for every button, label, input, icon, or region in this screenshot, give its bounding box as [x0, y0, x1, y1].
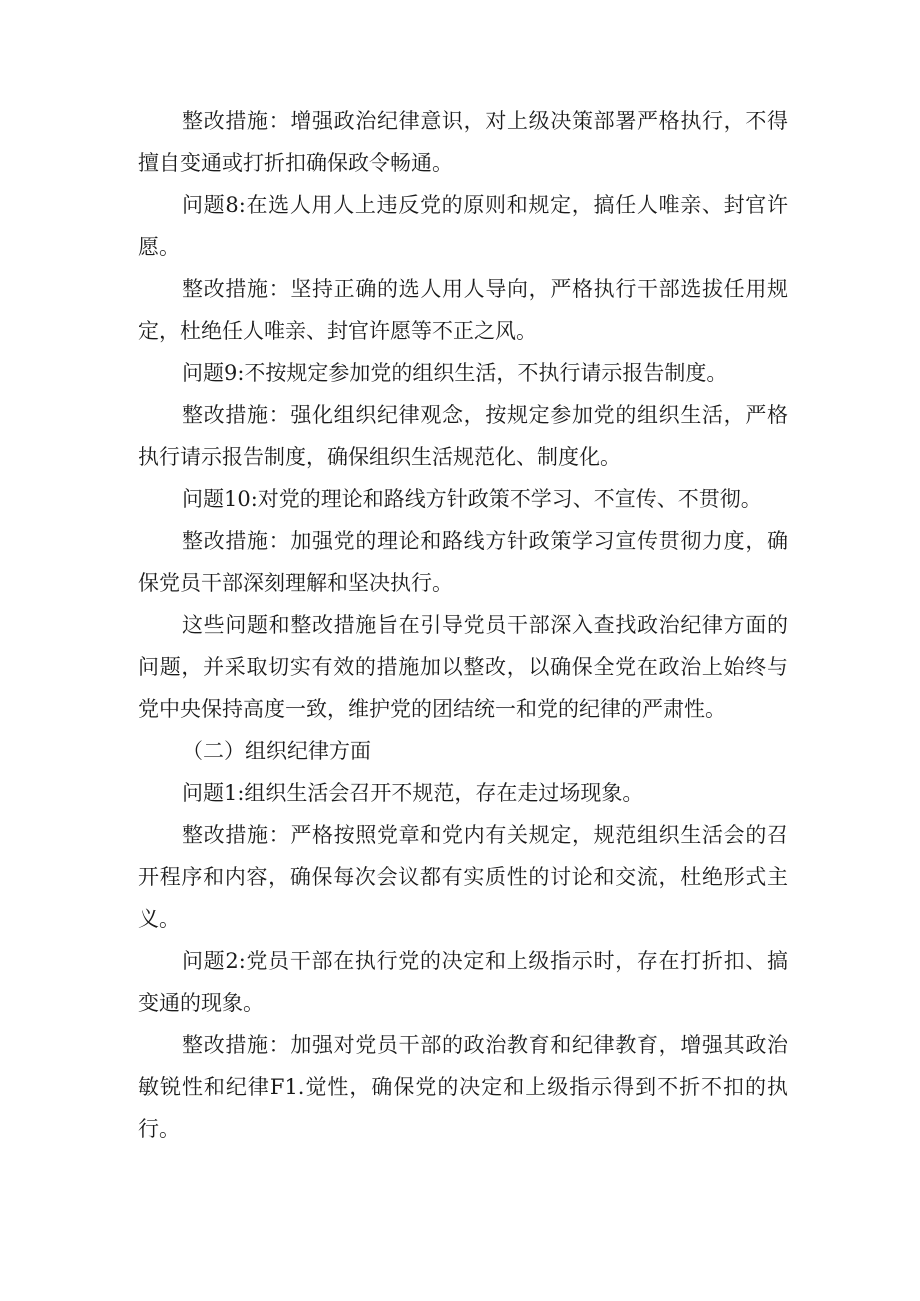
document-body: [138, 100, 788, 1150]
paragraph-org-issue-2: 问题2:党员干部在执行党的决定和上级指示时，存在打折扣、搞变通的现象。: [138, 949, 788, 1015]
paragraph-measure-political-1: 整改措施：增强政治纪律意识，对上级决策部署严格执行，不得擅自变通或打折扣确保政令畅通。: [138, 109, 788, 175]
paragraph-org-issue-1: 问题1:组织生活会召开不规范，存在走过场现象。: [182, 781, 644, 805]
paragraph-measure-issue-10: 整改措施：加强党的理论和路线方针政策学习宣传贯彻力度，确保党员干部深刻理解和坚决执行。: [138, 529, 788, 595]
paragraph-measure-issue-8: 整改措施：坚持正确的选人用人导向，严格执行干部选拔任用规定，杜绝任人唯亲、封官许愿等不正之风。: [138, 277, 788, 343]
paragraph-measure-issue-9: 整改措施：强化组织纪律观念，按规定参加党的组织生活，严格执行请示报告制度，确保组织生活规范化、制度化。: [138, 403, 788, 469]
paragraph-issue-9: 问题9:不按规定参加党的组织生活，不执行请示报告制度。: [182, 361, 728, 385]
paragraph-measure-org-issue-1: 整改措施：严格按照党章和党内有关规定，规范组织生活会的召开程序和内容，确保每次会议都有实质性的讨论和交流，杜绝形式主义。: [138, 823, 788, 931]
paragraph-issue-8: 问题8:在选人用人上违反党的原则和规定，搞任人唯亲、封官许愿。: [138, 193, 788, 259]
paragraph-issue-10: 问题10:对党的理论和路线方针政策不学习、不宣传、不贯彻。: [182, 487, 762, 511]
paragraph-summary: 这些问题和整改措施旨在引导党员干部深入查找政治纪律方面的问题，并采取切实有效的措施加以整改，以确保全党在政治上始终与党中央保持高度一致，维护党的团结统一和党的纪律的严肃性。: [138, 613, 788, 721]
section-heading-organizational-discipline: （二）组织纪律方面: [182, 739, 371, 763]
paragraph-measure-org-issue-2: 整改措施：加强对党员干部的政治教育和纪律教育，增强其政治敏锐性和纪律F1.觉性，确保党的决定和上级指示得到不折不扣的执行。: [138, 1033, 788, 1141]
